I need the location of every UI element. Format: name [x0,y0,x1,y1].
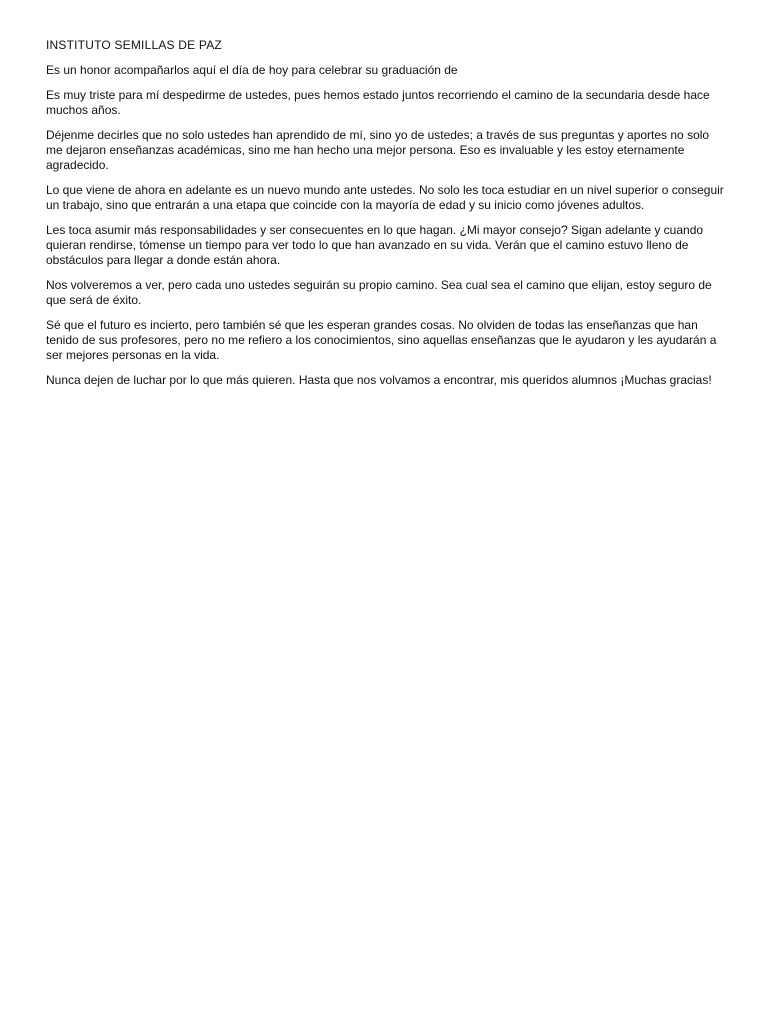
document-title: INSTITUTO SEMILLAS DE PAZ [46,38,222,52]
paragraph-1: Es un honor acompañarlos aquí el día de hoy para celebrar su graduación de [46,63,458,77]
paragraph-7: Sé que el futuro es incierto, pero también sé que les esperan grandes cosas. No olviden de todas las enseñanzas que han tenido de sus profesores, pero no me refiero a los conocimientos, sino aquellas enseñanzas que le ayudaron y les ayudarán a ser mejores personas en la vida. [46,318,717,362]
paragraph-5: Les toca asumir más responsabilidades y ser consecuentes en lo que hagan. ¿Mi mayor consejo? Sigan adelante y cuando quieran rendirse, tómense un tiempo para ver todo lo que han avanzado en su vida. Verán que el camino estuvo lleno de obstáculos para llegar a donde están ahora. [46,223,704,267]
paragraph-6: Nos volveremos a ver, pero cada uno ustedes seguirán su propio camino. Sea cual sea el camino que elijan, estoy seguro de que será de éxito. [46,278,712,307]
document-body [46,38,726,398]
paragraph-4: Lo que viene de ahora en adelante es un nuevo mundo ante ustedes. No solo les toca estudiar en un nivel superior o conseguir un trabajo, sino que entrarán a una etapa que coincide con la mayoría de edad y su inicio como jóvenes adultos. [46,183,724,212]
paragraph-8: Nunca dejen de luchar por lo que más quieren. Hasta que nos volvamos a encontrar, mis queridos alumnos ¡Muchas gracias! [46,373,712,387]
paragraph-3: Déjenme decirles que no solo ustedes han aprendido de mí, sino yo de ustedes; a través de sus preguntas y aportes no solo me dejaron enseñanzas académicas, sino me han hecho una mejor persona. Eso es invaluable y les estoy eternamente agradecido. [46,128,710,172]
paragraph-2: Es muy triste para mí despedirme de ustedes, pues hemos estado juntos recorriendo el camino de la secundaria desde hace muchos años. [46,88,710,117]
